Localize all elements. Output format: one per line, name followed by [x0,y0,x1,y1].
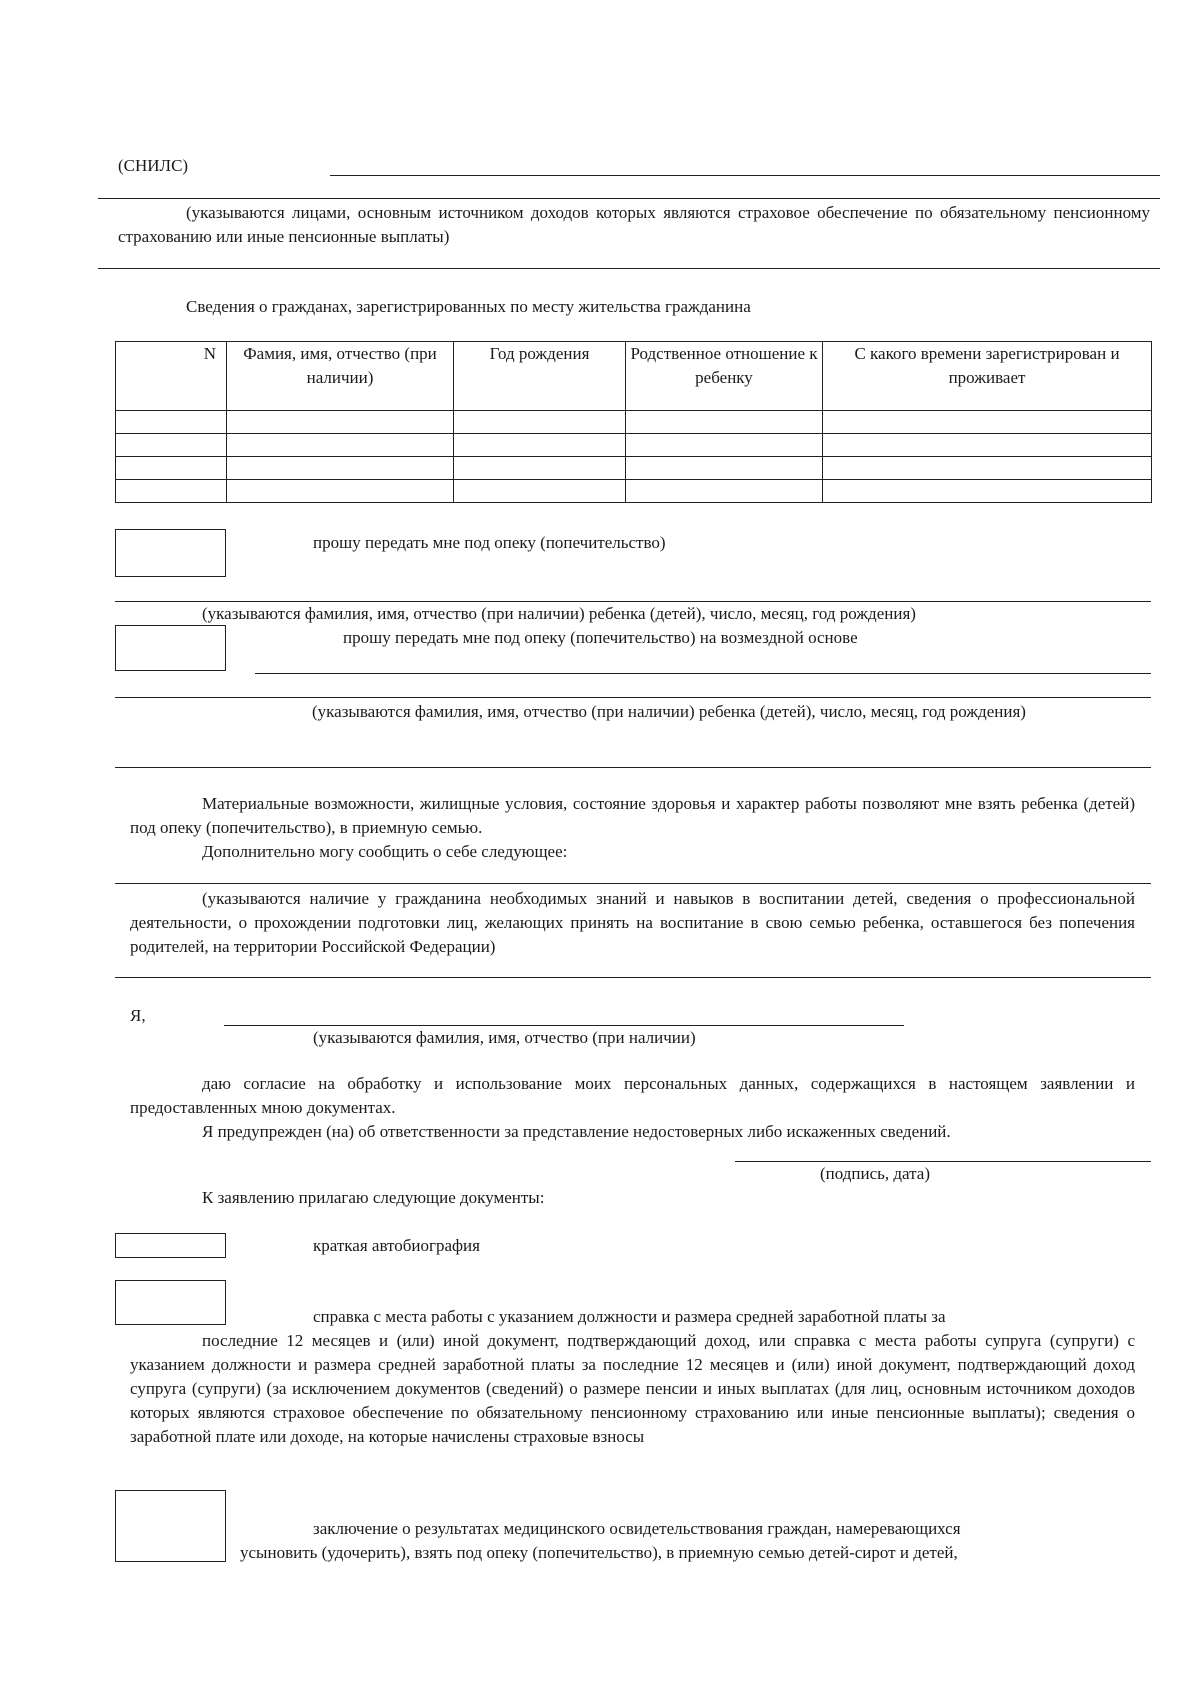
snils-note: (указываются лицами, основным источником доходов которых являются страховое обеспечение по обязательному пенсионному страхованию или иные пенсионные выплаты) [118,203,1150,246]
paid-guardianship-request: прошу передать мне под опеку (попечительство) на возмездной основе [343,628,858,647]
consent-warning: Я предупрежден (на) об ответственности за представление недостоверных либо искаженных сведений. [202,1122,951,1141]
column-header-name: Фамия, имя, отчество (при наличии) [227,342,454,411]
guardianship-request-note: (указываются фамилия, имя, отчество (при наличии) ребенка (детей), число, месяц, год рождения) [202,604,916,623]
paid-guardianship-checkbox[interactable] [115,625,226,671]
table-cell[interactable] [626,457,823,480]
snils-input-line[interactable] [330,175,1160,176]
table-cell[interactable] [823,480,1152,503]
table-cell[interactable] [116,411,227,434]
medical-report-second-line: усыновить (удочерить), взять под опеку (попечительство), в приемную семью детей-сирот и детей, [240,1543,958,1562]
signature-line[interactable] [735,1161,1151,1162]
snils-divider [98,198,1160,199]
table-cell[interactable] [823,411,1152,434]
medical-report-checkbox[interactable] [115,1490,226,1562]
table-row [116,480,1152,503]
documents-heading: К заявлению прилагаю следующие документы: [202,1188,545,1207]
income-certificate-checkbox[interactable] [115,1280,226,1325]
guardianship-checkbox[interactable] [115,529,226,577]
column-header-registered-since: С какого времени зарегистрирован и проживает [823,342,1152,411]
paid-guardianship-note: (указываются фамилия, имя, отчество (при наличии) ребенка (детей), число, месяц, год рождения) [312,702,1026,721]
medical-report-first-line: заключение о результатах медицинского освидетельствования граждан, намеревающихся [313,1519,961,1538]
table-cell[interactable] [227,480,454,503]
column-header-relation: Родственное отношение к ребенку [626,342,823,411]
consent-ya: Я, [130,1006,146,1025]
additional-info-heading: Дополнительно могу сообщить о себе следующее: [202,842,568,861]
snils-bottom-line [98,268,1160,269]
table-cell[interactable] [116,434,227,457]
table-cell[interactable] [116,457,227,480]
paid-guardianship-bottom-line [115,767,1151,768]
table-cell[interactable] [823,434,1152,457]
table-cell[interactable] [454,457,626,480]
registered-heading: Сведения о гражданах, зарегистрированных по месту жительства гражданина [186,297,751,316]
autobiography-label: краткая автобиография [313,1236,480,1255]
table-cell[interactable] [227,434,454,457]
table-header-row [116,342,1152,411]
guardianship-request: прошу передать мне под опеку (попечительство) [313,533,666,552]
table-cell[interactable] [454,411,626,434]
table-cell[interactable] [626,480,823,503]
table-cell[interactable] [454,434,626,457]
registered-persons-table [115,341,1152,503]
table-row [116,457,1152,480]
table-cell[interactable] [823,457,1152,480]
autobiography-checkbox[interactable] [115,1233,226,1258]
signature-note: (подпись, дата) [820,1164,931,1183]
table-cell[interactable] [626,434,823,457]
additional-info-note: (указываются наличие у гражданина необходимых знаний и навыков в воспитании детей, сведения о профессиональной деятельности, о прохождении подготовки лиц, желающих принять на воспитание в свою семью ребенка, оставшегося без попечения родителей, на территории Российской Федерации) [130,889,1135,956]
conditions-text: Материальные возможности, жилищные условия, состояние здоровья и характер работы позволяют мне взять ребенка (детей) под опеку (попечительство), в приемную семью. [130,794,1135,837]
paid-guardianship-line-2[interactable] [115,697,1151,698]
table-cell[interactable] [227,457,454,480]
consent-name-note: (указываются фамилия, имя, отчество (при наличии) [313,1028,696,1047]
additional-info-line[interactable] [115,883,1151,884]
snils-label: (СНИЛС) [118,156,189,175]
additional-info-bottom-line [115,977,1151,978]
table-cell[interactable] [626,411,823,434]
table-cell[interactable] [116,480,227,503]
column-header-n: N [116,342,227,411]
table-row [116,411,1152,434]
table-row [116,434,1152,457]
consent-text: даю согласие на обработку и использование моих персональных данных, содержащихся в настоящем заявлении и предоставленных мною документах. [130,1074,1135,1117]
paid-guardianship-line-1[interactable] [255,673,1151,674]
column-header-birth-year: Год рождения [454,342,626,411]
table-cell[interactable] [454,480,626,503]
income-certificate-first-line: справка с места работы с указанием должности и размера средней заработной платы за [313,1307,946,1326]
income-certificate-rest: последние 12 месяцев и (или) иной документ, подтверждающий доход, или справка с места работы супруга (супруги) с указанием должности и размера средней заработной платы за последние 12 месяцев и (или) иной документ, подтверждающий доход супруга (супруги) (за исключением документов (сведений) о размере пенсии и иных выплатах (для лиц, основным источником доходов которых являются страховое обеспечение по обязательному пенсионному страхованию или иные пенсионные выплаты); сведения о заработной плате или доходе, на которые начислены страховые взносы [130,1331,1135,1446]
table-cell[interactable] [227,411,454,434]
